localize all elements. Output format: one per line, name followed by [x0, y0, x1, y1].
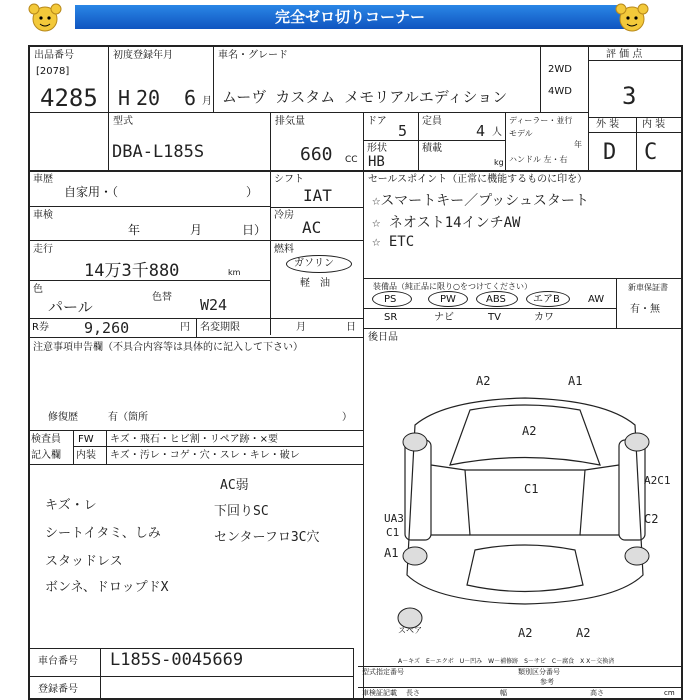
wheel-front-right: [625, 433, 649, 451]
wheel-rear-right: [625, 547, 649, 565]
sales-point-3: ☆ ETC: [372, 234, 415, 250]
load-label: 積載: [422, 143, 442, 154]
mark-6: UA3: [384, 512, 404, 525]
checker-fw-items: キズ・飛石・ヒビ割・リペア跡・×要: [110, 434, 278, 445]
drive-4wd: 4WD: [548, 86, 572, 97]
capacity-label: 定員: [422, 116, 442, 127]
color-code-value: W24: [200, 296, 228, 314]
sales-point-2: ☆ ネオスト14インチAW: [372, 215, 521, 231]
load-unit: kg: [494, 158, 504, 167]
reg-number-label: 登録番号: [38, 684, 78, 695]
mileage-unit: km: [228, 268, 241, 277]
equip-tv: TV: [488, 312, 501, 323]
checker-label-2: 記入欄: [31, 450, 61, 461]
dealer-year-label: 年: [574, 140, 582, 149]
fuel-gasoline: ガソリン: [294, 258, 334, 269]
car-damage-diagram: [375, 370, 675, 650]
mark-4: C1: [524, 482, 539, 496]
grade-ext-value: D: [603, 140, 617, 165]
recycle-value: 9,260: [84, 319, 130, 337]
mascot-left-icon: [25, 2, 65, 36]
color-label: 色: [33, 284, 43, 295]
doors-label: ドア: [367, 116, 387, 127]
equip-ps: PS: [384, 294, 397, 305]
legend-cm: cm: [664, 689, 675, 697]
legend-line: A－キズ E－エクボ U－凹み W－補修跡 S－サビ C－腐食 X X－交換済: [398, 658, 615, 665]
ac-value: AC: [302, 218, 322, 237]
notes-label: 注意事項申告欄（不具合内容等は具体的に記入して下さい）: [33, 342, 303, 353]
checker-ni-items: キズ・汚レ・コゲ・穴・スレ・キレ・破レ: [110, 450, 300, 461]
equipment-label: 装備品（純正品に限り○をつけてください）: [373, 282, 532, 291]
mark-1: A2: [476, 374, 491, 388]
spare-label: スペア: [398, 626, 422, 635]
ac-label: 冷房: [274, 210, 294, 221]
new-manual-label: 新車保証書: [628, 283, 668, 292]
legend-w: 幅: [500, 689, 507, 697]
shape-value: HB: [368, 154, 385, 170]
sales-point-1: ☆スマートキー／プッシュスタート: [372, 193, 589, 209]
displacement-value: 660: [300, 144, 333, 165]
recycle-unit: 円: [180, 322, 190, 333]
chassis-value: L185S-0045669: [110, 650, 244, 670]
mark-5: A2C1: [644, 474, 671, 487]
grade-int-label: 内 装: [642, 119, 666, 130]
shift-label: シフト: [274, 174, 304, 185]
lot-number: 4285: [40, 84, 98, 112]
inspection-label: 車検: [33, 210, 53, 221]
remark-left-3: スタッドレス: [45, 554, 123, 569]
mark-10: A2: [518, 626, 533, 640]
remark-left-4: ボンネ、ドロップドX: [45, 580, 169, 595]
equip-navi: ナビ: [434, 312, 454, 323]
capacity-value: 4: [476, 122, 486, 140]
checker-fw: FW: [78, 434, 94, 445]
equip-airbag-circle: [526, 291, 570, 307]
drive-2wd: 2WD: [548, 64, 572, 75]
usage-value: 自家用・（: [64, 185, 119, 199]
grade-int-value: C: [644, 140, 658, 165]
equip-kawa: カワ: [534, 312, 554, 323]
recycle-expiry-label: 名変期限: [200, 322, 240, 333]
displacement-unit: CC: [345, 155, 358, 165]
recycle-month: 月: [296, 322, 306, 333]
new-manual-value: 有・無: [630, 304, 660, 315]
equip-airbag: エアB: [533, 294, 560, 305]
registration-year: 20: [136, 86, 161, 110]
legend-h: 高さ: [590, 689, 604, 697]
fuel-label: 燃料: [274, 244, 294, 255]
dealer-model-label: モデル: [509, 129, 533, 138]
color-value: パール: [48, 298, 93, 316]
legend-lbl1: 型式指定番号: [362, 668, 404, 676]
equip-pw-circle: [428, 291, 468, 307]
legend-len: 長さ: [406, 689, 420, 697]
equip-abs: ABS: [486, 294, 506, 305]
sales-points-label: セールスポイント（正常に機能するものに印を）: [368, 174, 588, 185]
recycle-label: R券: [32, 322, 49, 333]
fuel-light-oil: 軽 油: [300, 278, 330, 289]
checker-ni: 内装: [76, 450, 96, 461]
grade-ext-label: 外 装: [596, 119, 620, 130]
registration-unit: 月: [202, 96, 212, 107]
registration-month: 6: [184, 86, 197, 110]
vehicle-label: 車名・グレード: [218, 50, 288, 61]
mileage-label: 走行: [33, 244, 53, 255]
equip-aw: AW: [588, 294, 605, 305]
remark-left-2: シートイタミ、しみ: [45, 526, 161, 541]
equip-abs-circle: [476, 291, 518, 307]
model-value: DBA-L185S: [112, 142, 205, 162]
legend-ref: 参考: [540, 678, 554, 686]
chassis-label: 車台番号: [38, 656, 78, 667]
usage-close: ）: [246, 185, 259, 199]
legend-lbl2: 類別区分番号: [518, 668, 560, 676]
registration-label: 初度登録年月: [113, 50, 173, 61]
wheel-front-left: [403, 433, 427, 451]
rear-label: 後日品: [368, 332, 398, 343]
mark-7: C1: [386, 526, 400, 539]
grade-label: 評 価 点: [606, 49, 643, 60]
capacity-unit: 人: [492, 127, 502, 138]
inspection-year: 年: [128, 223, 141, 237]
remark-right-3: センターフロ3C穴: [214, 530, 320, 545]
mileage-value: 14万3千880: [84, 261, 180, 281]
color-code-label: 色替: [152, 292, 172, 303]
lot-label: 出品番号: [34, 50, 74, 61]
repair-label: 修復歴: [48, 412, 78, 423]
remark-right-2: 下回りSC: [214, 504, 269, 519]
registration-era: H: [118, 86, 131, 110]
mark-2: A1: [568, 374, 583, 388]
shift-value: IAT: [303, 186, 332, 205]
wheel-spare: [398, 608, 422, 628]
mark-3: A2: [522, 424, 537, 438]
equip-sr: SR: [384, 312, 398, 323]
model-label: 型式: [113, 116, 133, 127]
lot-sub: [2078]: [36, 66, 70, 77]
repair-close: ）: [342, 412, 352, 423]
usage-label: 車歴: [33, 174, 53, 185]
legend-lbl3: 車検証記載: [362, 689, 397, 697]
dealer-handle-label: ハンドル 左・右: [509, 155, 568, 164]
repair-value: 有（箇所: [108, 412, 148, 423]
grade-score: 3: [622, 82, 637, 110]
shape-label: 形状: [367, 143, 387, 154]
recycle-day: 日: [346, 322, 356, 333]
mark-9: A1: [384, 546, 399, 560]
remark-right-1: AC弱: [220, 478, 249, 493]
equip-ps-circle: [372, 291, 412, 307]
header-title: 完全ゼロ切りコーナー: [75, 5, 625, 29]
dealer-label: ディーラー・並行: [509, 116, 573, 125]
mark-11: A2: [576, 626, 591, 640]
equip-pw: PW: [440, 294, 456, 305]
checker-label-1: 検査員: [31, 434, 61, 445]
remark-left-1: キズ・レ: [45, 498, 97, 513]
displacement-label: 排気量: [275, 116, 305, 127]
inspection-day: 日）: [242, 223, 267, 237]
vehicle-name: ムーヴ カスタム メモリアルエディション: [222, 88, 508, 106]
mark-8: C2: [644, 512, 659, 526]
wheel-rear-left: [403, 547, 427, 565]
mascot-right-icon: [612, 2, 652, 36]
doors-value: 5: [398, 122, 408, 140]
inspection-month: 月: [190, 223, 203, 237]
